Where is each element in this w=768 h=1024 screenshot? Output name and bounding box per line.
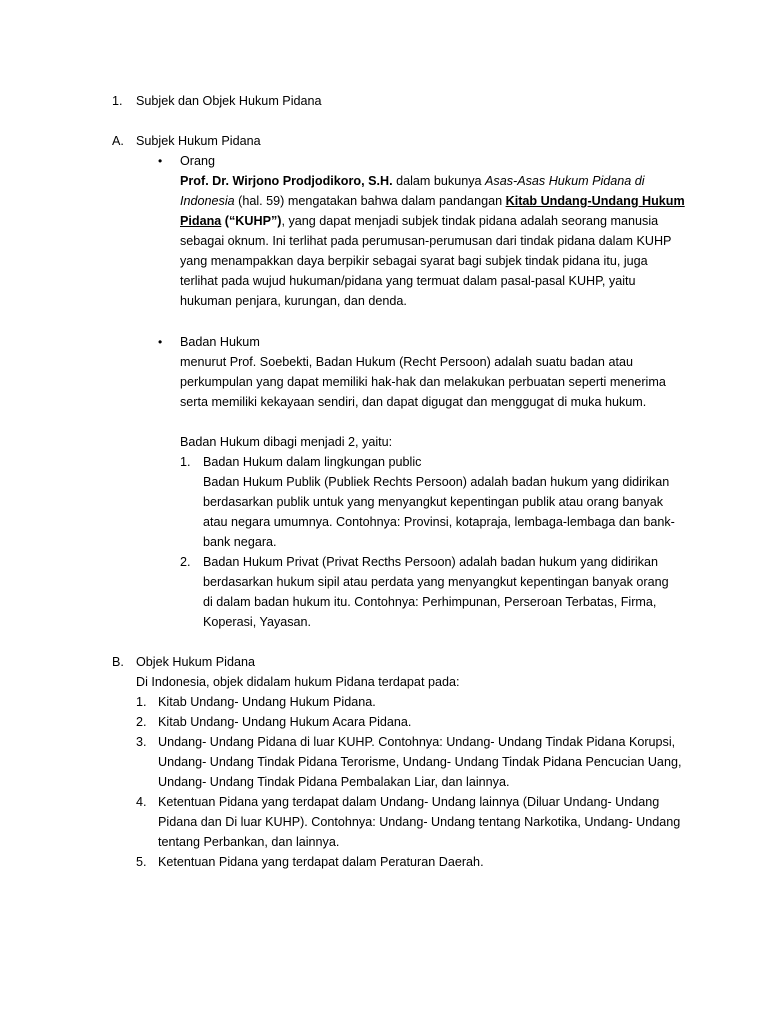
orang-paragraph-line-2: Indonesia (hal. 59) mengatakan bahwa dalam pandangan Kitab Undang-Undang Hukum: [180, 194, 685, 208]
kuhp-abbrev: (“KUHP”): [221, 214, 282, 228]
badan-hukum-label: Badan Hukum: [180, 335, 260, 349]
badan-item-1-line-2: Badan Hukum Publik (Publiek Rechts Persoon) adalah badan hukum yang didirikan: [203, 475, 670, 489]
kitab-title: Kitab Undang-Undang Hukum: [505, 194, 685, 208]
objek-item-3-line-3: Undang- Undang Tindak Pidana Pembalakan Liar, dan lainnya.: [158, 775, 510, 789]
objek-item-number: 4.: [136, 795, 147, 809]
objek-item-number: 3.: [136, 735, 147, 749]
objek-item-1-line-1: Kitab Undang- Undang Hukum Pidana.: [158, 695, 376, 709]
objek-item-5-line-1: Ketentuan Pidana yang terdapat dalam Peraturan Daerah.: [158, 855, 484, 869]
objek-item-4-line-3: tentang Perbankan, dan lainnya.: [158, 835, 340, 849]
orang-paragraph-line-3: Pidana (“KUHP”), yang dapat menjadi subjek tindak pidana adalah seorang manusia: [180, 214, 659, 228]
heading-number: 1.: [112, 94, 123, 108]
objek-item-number: 2.: [136, 715, 147, 729]
orang-paragraph-line-6: terlihat pada wujud hukuman/pidana yang termuat dalam pasal-pasal KUHP, yaitu: [180, 274, 636, 288]
orang-paragraph-line-1: Prof. Dr. Wirjono Prodjodikoro, S.H. dalam bukunya Asas-Asas Hukum Pidana di: [180, 174, 645, 188]
badan-item-1-line-4: atau negara umumnya. Contohnya: Provinsi, kotapraja, lembaga-lembaga dan bank-: [203, 515, 675, 529]
author-name: Prof. Dr. Wirjono Prodjodikoro, S.H.: [180, 174, 393, 188]
section-a-letter: A.: [112, 134, 124, 148]
badan-division-intro: Badan Hukum dibagi menjadi 2, yaitu:: [180, 435, 393, 449]
book-title: Asas-Asas Hukum Pidana di: [485, 174, 645, 188]
badan-item-2-line-4: Koperasi, Yayasan.: [203, 615, 312, 629]
objek-item-number: 5.: [136, 855, 147, 869]
badan-paragraph-line-3: serta memiliki kekayaan sendiri, dan dapat digugat dan menggugat di muka hukum.: [180, 395, 647, 409]
badan-item-1-line-3: berdasarkan publik untuk yang menyangkut kepentingan publik atau orang banyak: [203, 495, 663, 509]
badan-item-2-line-3: di dalam badan hukum itu. Contohnya: Perhimpunan, Perseroan Terbatas, Firma,: [203, 595, 657, 609]
badan-item-2-line-1: Badan Hukum Privat (Privat Recths Persoon) adalah badan hukum yang didirikan: [203, 555, 659, 569]
orang-paragraph-line-4: sebagai oknum. Ini terlihat pada perumusan-perumusan dari tindak pidana dalam KUHP: [180, 234, 672, 248]
orang-label: Orang: [180, 154, 216, 168]
bullet-icon: •: [158, 154, 163, 168]
objek-item-4-line-2: Pidana dan Di luar KUHP). Contohnya: Undang- Undang tentang Narkotika, Undang- Undang: [158, 815, 681, 829]
objek-item-number: 1.: [136, 695, 147, 709]
objek-item-3-line-2: Undang- Undang Tindak Pidana Terorisme, Undang- Undang Tindak Pidana Pencucian Uang,: [158, 755, 682, 769]
bullet-icon: •: [158, 335, 163, 349]
orang-paragraph-line-5: yang menampakkan daya berpikir sebagai syarat bagi subjek tindak pidana itu, juga: [180, 254, 648, 268]
badan-item-number: 2.: [180, 555, 191, 569]
badan-paragraph-line-2: perkumpulan yang dapat memiliki hak-hak dan melakukan perbuatan seperti menerima: [180, 375, 666, 389]
objek-item-3-line-1: Undang- Undang Pidana di luar KUHP. Contohnya: Undang- Undang Tindak Pidana Korupsi,: [158, 735, 676, 749]
section-a-title: Subjek Hukum Pidana: [136, 134, 261, 148]
badan-paragraph-line-1: menurut Prof. Soebekti, Badan Hukum (Recht Persoon) adalah suatu badan atau: [180, 355, 633, 369]
section-b-title: Objek Hukum Pidana: [136, 655, 256, 669]
objek-item-4-line-1: Ketentuan Pidana yang terdapat dalam Undang- Undang lainnya (Diluar Undang- Undang: [158, 795, 660, 809]
badan-item-2-line-2: berdasarkan hukum sipil atau perdata yang menyangkut kepentingan banyak orang: [203, 575, 669, 589]
kitab-title-cont: Pidana: [180, 214, 222, 228]
badan-item-number: 1.: [180, 455, 191, 469]
objek-item-2-line-1: Kitab Undang- Undang Hukum Acara Pidana.: [158, 715, 412, 729]
orang-paragraph-line-7: hukuman penjara, kurungan, dan denda.: [180, 294, 407, 308]
heading-title: Subjek dan Objek Hukum Pidana: [136, 94, 322, 108]
section-b-letter: B.: [112, 655, 124, 669]
book-title-cont: Indonesia: [180, 194, 235, 208]
badan-item-1-line-1: Badan Hukum dalam lingkungan public: [203, 455, 422, 469]
section-b-intro: Di Indonesia, objek didalam hukum Pidana terdapat pada:: [136, 675, 460, 689]
badan-item-1-line-5: bank negara.: [203, 535, 277, 549]
